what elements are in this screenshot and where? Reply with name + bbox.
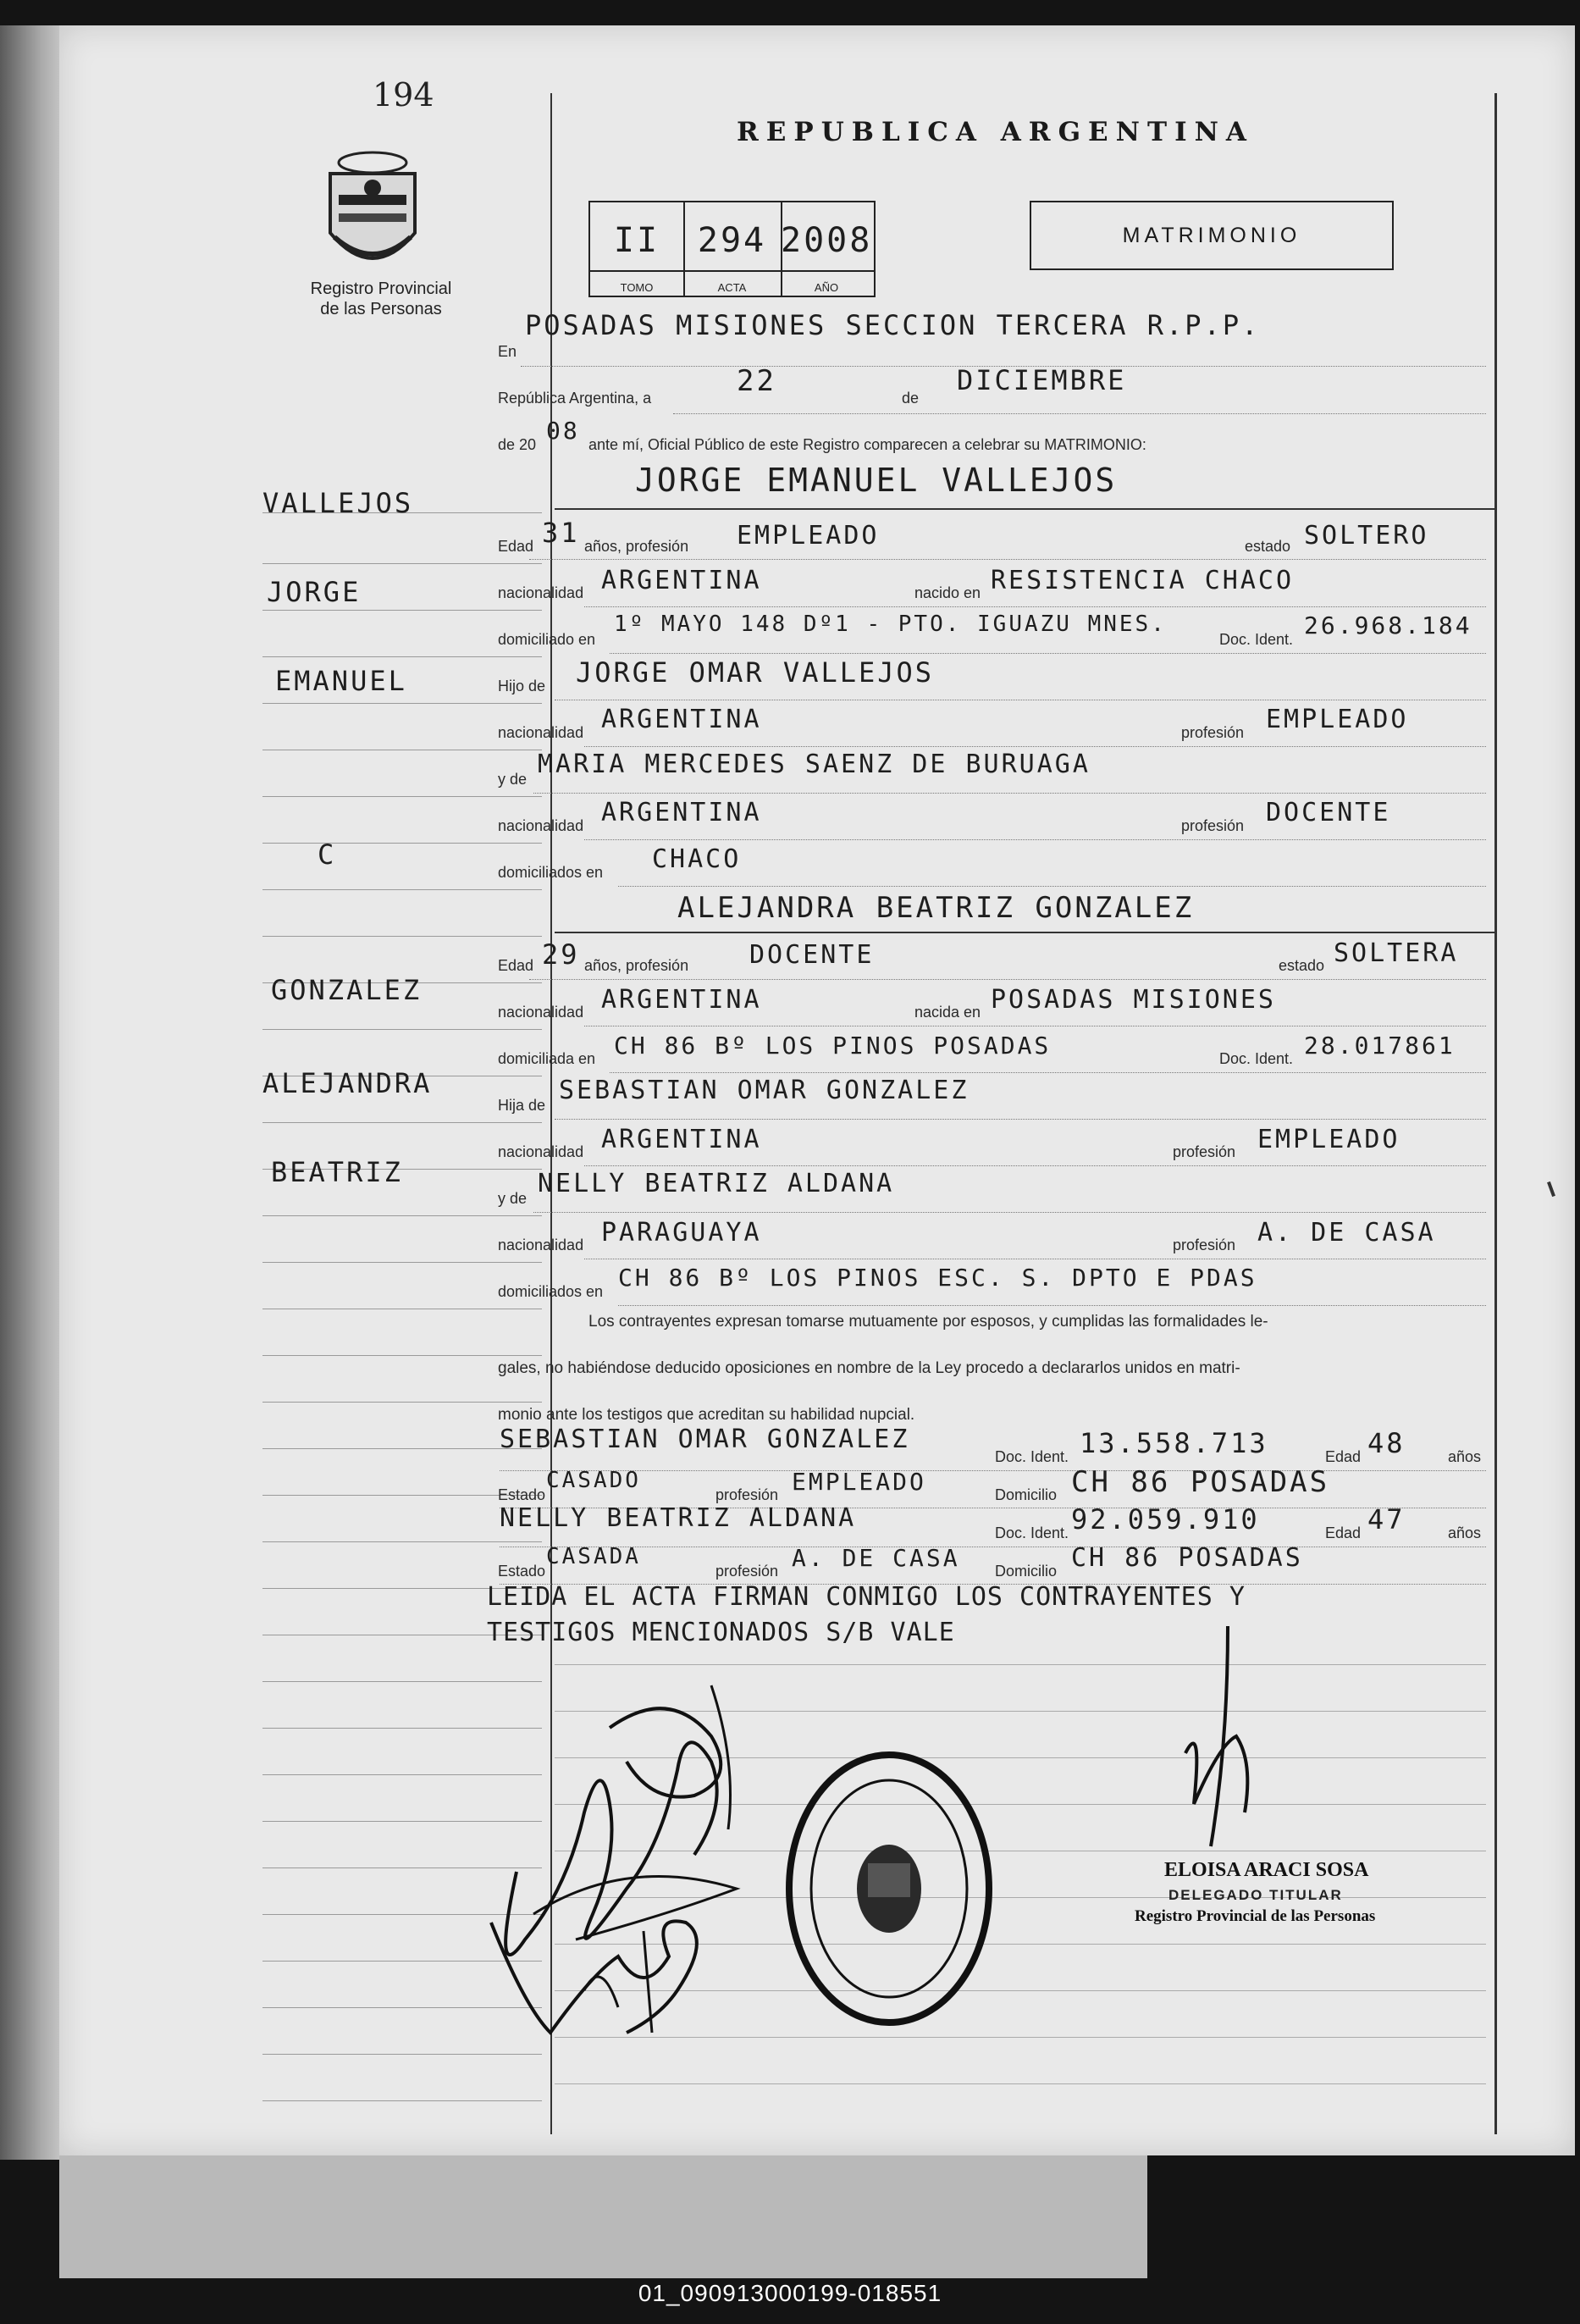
- anio-label: AÑO: [814, 281, 839, 294]
- groom-doc: 26.968.184: [1304, 611, 1472, 639]
- bride-mother: NELLY BEATRIZ ALDANA: [538, 1169, 895, 1198]
- label-nacionalidad-bride: nacionalidad: [498, 1004, 584, 1021]
- witness-2-status: CASADA: [546, 1544, 641, 1569]
- label-intro: ante mí, Oficial Público de este Registro comparecen a celebrar su MATRIMONIO:: [588, 436, 1146, 453]
- bride-nationality: ARGENTINA: [601, 985, 762, 1015]
- registry-line-1: Registro Provincial: [310, 279, 452, 298]
- groom-father-profession: EMPLEADO: [1266, 705, 1409, 734]
- witness-1-address: CH 86 POSADAS: [1071, 1465, 1330, 1499]
- label-doc-w2: Doc. Ident.: [995, 1524, 1069, 1541]
- label-estado-w2: Estado: [498, 1563, 546, 1580]
- groom-nationality: ARGENTINA: [601, 566, 762, 595]
- label-anios-w1: años: [1448, 1448, 1482, 1465]
- bride-parents-address: CH 86 Bº LOS PINOS ESC. S. DPTO E PDAS: [618, 1264, 1257, 1292]
- label-prof-w1: profesión: [715, 1486, 779, 1503]
- formal-text-3: monio ante los testigos que acreditan su habilidad nupcial.: [498, 1406, 915, 1424]
- label-domiciliado-groom: domiciliado en: [498, 631, 596, 648]
- act-day: 22: [737, 364, 776, 398]
- label-doc-bride: Doc. Ident.: [1219, 1050, 1294, 1067]
- groom-age: 31: [542, 517, 580, 549]
- official-signature-icon: [1135, 1618, 1304, 1855]
- label-edad-groom: Edad: [498, 538, 534, 555]
- label-estado-groom: estado: [1245, 538, 1291, 555]
- label-nac-mother-groom: nacionalidad: [498, 817, 584, 834]
- closing-note-1: LEIDA EL ACTA FIRMAN CONMIGO LOS CONTRAYENTES Y: [487, 1582, 1246, 1612]
- closing-note-2: TESTIGOS MENCIONADOS S/B VALE: [487, 1618, 955, 1647]
- act-year-suffix: 08: [546, 417, 580, 445]
- bride-full-name: ALEJANDRA BEATRIZ GONZALEZ: [677, 891, 1195, 925]
- label-y-de-bride: y de: [498, 1190, 528, 1207]
- anio-value: 2008: [781, 221, 873, 260]
- formal-text-1: Los contrayentes expresan tomarse mutuamente por esposos, y cumplidas las formalidades le-: [588, 1313, 1268, 1331]
- label-estado-bride: estado: [1279, 957, 1325, 974]
- label-y-de-groom: y de: [498, 771, 528, 788]
- label-domiciliada-bride: domiciliada en: [498, 1050, 596, 1067]
- witness-2-name: NELLY BEATRIZ ALDANA: [500, 1503, 857, 1533]
- label-nacida-en: nacida en: [914, 1004, 981, 1021]
- label-hijo-de: Hijo de: [498, 678, 546, 694]
- acta-label: ACTA: [717, 281, 747, 294]
- bride-mother-nationality: PARAGUAYA: [601, 1218, 762, 1248]
- groom-status: SOLTERO: [1304, 521, 1429, 551]
- witness-1-profession: EMPLEADO: [792, 1468, 926, 1496]
- bride-profession: DOCENTE: [749, 940, 875, 970]
- bride-status: SOLTERA: [1334, 938, 1459, 968]
- margin-note-name2-groom: EMANUEL: [275, 665, 407, 697]
- margin-note-surname-groom: VALLEJOS: [262, 487, 414, 519]
- registry-number-box: [588, 201, 876, 297]
- page-number: 194: [373, 76, 434, 113]
- label-profesion-groom: años, profesión: [584, 538, 689, 555]
- label-nac-father-groom: nacionalidad: [498, 724, 584, 741]
- groom-father: JORGE OMAR VALLEJOS: [576, 656, 935, 689]
- groom-profession: EMPLEADO: [737, 521, 880, 551]
- registry-line-2: de las Personas: [320, 300, 442, 318]
- label-nacionalidad-groom: nacionalidad: [498, 584, 584, 601]
- book-page-edge: [0, 25, 68, 2160]
- witness-1-doc: 13.558.713: [1080, 1427, 1268, 1459]
- groom-full-name: JORGE EMANUEL VALLEJOS: [635, 462, 1118, 499]
- label-prof-father-bride: profesión: [1173, 1143, 1236, 1160]
- act-month: DICIEMBRE: [957, 364, 1127, 396]
- bride-mother-profession: A. DE CASA: [1257, 1218, 1436, 1248]
- witness-1-age: 48: [1367, 1427, 1406, 1459]
- act-place: POSADAS MISIONES SECCION TERCERA R.P.P.: [525, 309, 1261, 341]
- bride-father-profession: EMPLEADO: [1257, 1125, 1400, 1154]
- document-page: [59, 25, 1575, 2155]
- bride-age: 29: [542, 938, 580, 971]
- underlying-sheet: [59, 2151, 1147, 2278]
- registry-seal-icon: [779, 1745, 999, 2033]
- label-de20: de 20: [498, 436, 537, 453]
- act-type-box: [1030, 201, 1394, 270]
- coat-of-arms-icon: [318, 144, 428, 288]
- label-edad-bride: Edad: [498, 957, 534, 974]
- label-domiciliados-bride: domiciliados en: [498, 1283, 604, 1300]
- margin-note-connector: C: [318, 838, 337, 871]
- bride-birthplace: POSADAS MISIONES: [991, 985, 1276, 1015]
- tomo-label: TOMO: [620, 281, 654, 294]
- official-registry: Registro Provincial de las Personas: [1135, 1907, 1376, 1925]
- label-edad-w2: Edad: [1325, 1524, 1362, 1541]
- label-estado-w1: Estado: [498, 1486, 546, 1503]
- groom-mother: MARIA MERCEDES SAENZ DE BURUAGA: [538, 750, 1091, 779]
- groom-father-nationality: ARGENTINA: [601, 705, 762, 734]
- label-prof-mother-bride: profesión: [1173, 1237, 1236, 1253]
- label-domicilio-w2: Domicilio: [995, 1563, 1058, 1580]
- margin-note-name2-bride: BEATRIZ: [271, 1156, 403, 1188]
- label-edad-w1: Edad: [1325, 1448, 1362, 1465]
- official-title: DELEGADO TITULAR: [1168, 1887, 1343, 1903]
- margin-note-surname-bride: GONZALEZ: [271, 974, 423, 1006]
- label-domiciliados-groom: domiciliados en: [498, 864, 604, 881]
- label-de-month: de: [902, 390, 920, 407]
- margin-note-name1-groom: JORGE: [267, 576, 362, 608]
- groom-parents-address: CHACO: [652, 844, 742, 874]
- label-en: En: [498, 343, 517, 360]
- bride-father: SEBASTIAN OMAR GONZALEZ: [559, 1076, 970, 1105]
- document-footer-id: 01_090913000199-018551: [638, 2280, 942, 2306]
- act-type-label: MATRIMONIO: [1122, 224, 1301, 247]
- label-prof-w2: profesión: [715, 1563, 779, 1580]
- witness-2-doc: 92.059.910: [1071, 1503, 1260, 1536]
- witness-2-address: CH 86 POSADAS: [1071, 1543, 1303, 1573]
- label-anios-w2: años: [1448, 1524, 1482, 1541]
- bride-address: CH 86 Bº LOS PINOS POSADAS: [614, 1032, 1052, 1060]
- label-prof-father-groom: profesión: [1181, 724, 1245, 741]
- label-nac-father-bride: nacionalidad: [498, 1143, 584, 1160]
- bride-father-nationality: ARGENTINA: [601, 1125, 762, 1154]
- acta-value: 294: [697, 221, 767, 260]
- groom-mother-profession: DOCENTE: [1266, 798, 1391, 827]
- witness-2-profession: A. DE CASA: [792, 1544, 960, 1572]
- label-profesion-bride: años, profesión: [584, 957, 689, 974]
- witness-2-age: 47: [1367, 1503, 1406, 1536]
- groom-mother-nationality: ARGENTINA: [601, 798, 762, 827]
- formal-text-2: gales, no habiéndose deducido oposiciones en nombre de la Ley procedo a declararlos unidos en matri-: [498, 1359, 1240, 1377]
- label-doc-w1: Doc. Ident.: [995, 1448, 1069, 1465]
- label-nac-mother-bride: nacionalidad: [498, 1237, 584, 1253]
- groom-address: 1º MAYO 148 Dº1 - PTO. IGUAZU MNES.: [614, 611, 1167, 637]
- label-domicilio-w1: Domicilio: [995, 1486, 1058, 1503]
- witness-1-status: CASADO: [546, 1468, 641, 1493]
- label-republica: República Argentina, a: [498, 390, 652, 407]
- tomo-value: II: [613, 221, 660, 260]
- official-name: ELOISA ARACI SOSA: [1164, 1859, 1369, 1881]
- country-title: REPUBLICA ARGENTINA: [737, 117, 1254, 147]
- witness-1-name: SEBASTIAN OMAR GONZALEZ: [500, 1425, 910, 1454]
- label-doc-groom: Doc. Ident.: [1219, 631, 1294, 648]
- margin-note-name1-bride: ALEJANDRA: [262, 1067, 433, 1099]
- bride-doc: 28.017861: [1304, 1032, 1456, 1060]
- right-border: [1494, 93, 1497, 2134]
- label-hija-de: Hija de: [498, 1097, 546, 1114]
- label-prof-mother-groom: profesión: [1181, 817, 1245, 834]
- groom-birthplace: RESISTENCIA CHACO: [991, 566, 1295, 595]
- label-nacido-en: nacido en: [914, 584, 981, 601]
